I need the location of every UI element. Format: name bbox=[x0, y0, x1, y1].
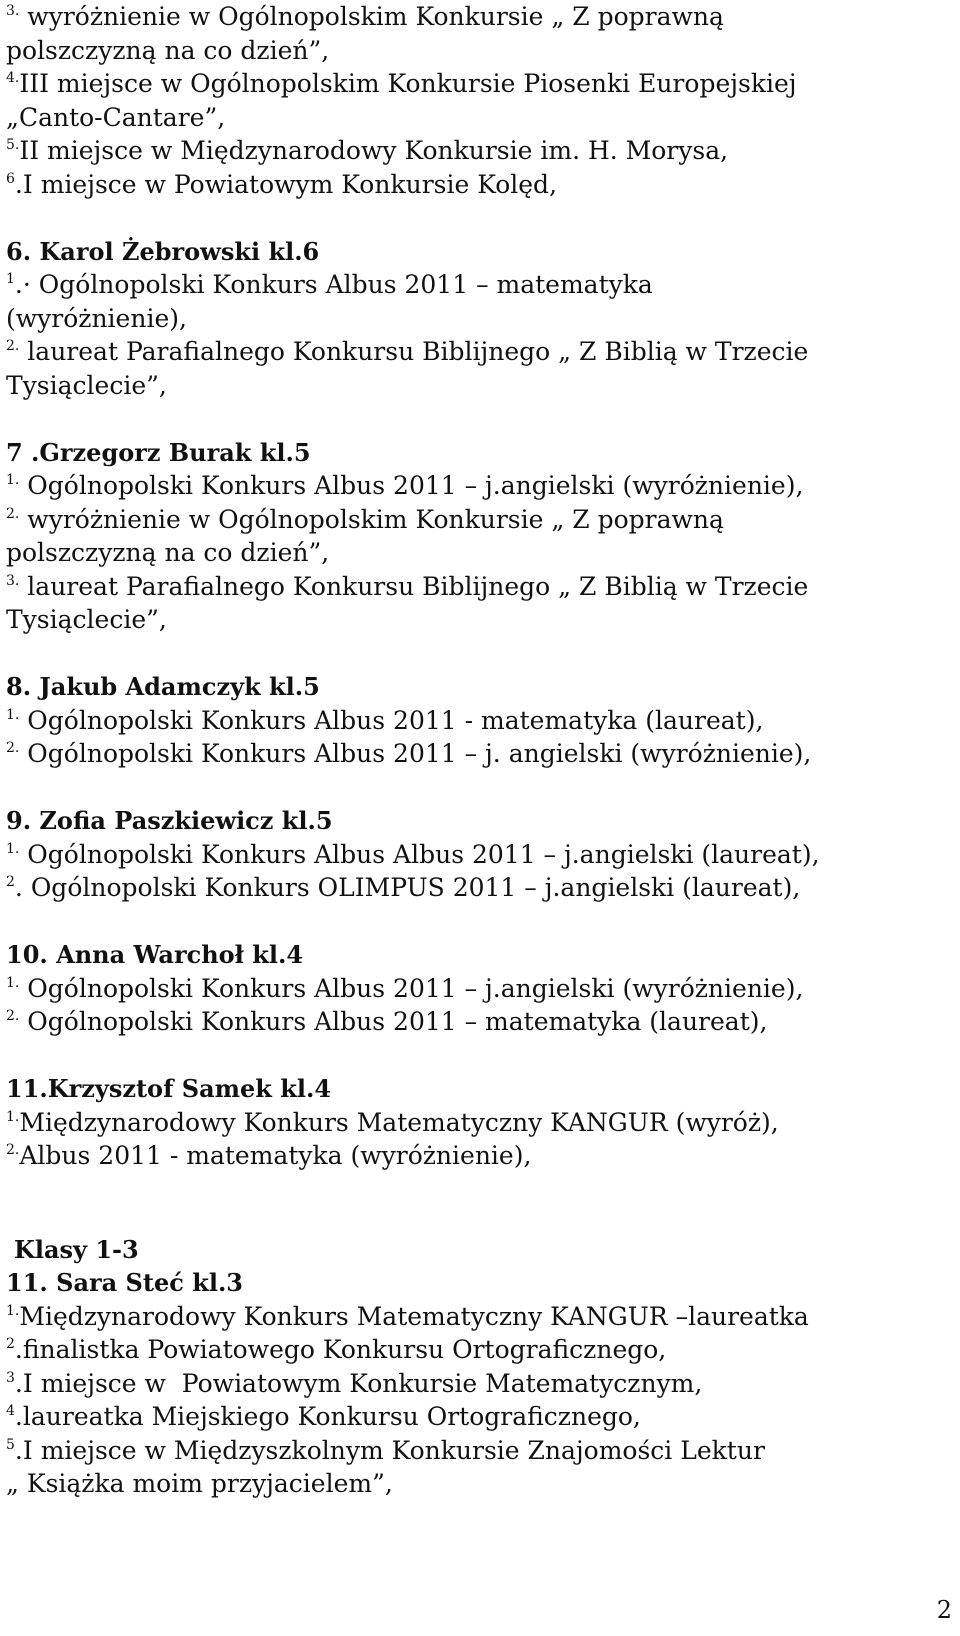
student-heading: 10. Anna Warchoł kl.4 bbox=[6, 940, 304, 969]
item-text: polszczyzną na co dzień”, bbox=[6, 35, 330, 65]
list-item bbox=[6, 536, 954, 570]
list-item bbox=[6, 838, 954, 872]
list-item bbox=[6, 1400, 954, 1434]
item-text: laureat Parafialnego Konkursu Biblijnego „ Z Biblią w Trzecie bbox=[19, 337, 809, 366]
item-text: .I miejsce w Powiatowym Konkursie Kolęd, bbox=[14, 169, 558, 199]
item-number: 5 bbox=[6, 1436, 15, 1453]
item-number: 2. bbox=[6, 740, 20, 756]
spacer bbox=[6, 905, 954, 939]
list-item bbox=[6, 704, 954, 738]
list-item bbox=[6, 1139, 954, 1173]
item-text: .finalistka Powiatowego Konkursu Ortograficznego, bbox=[14, 1335, 667, 1364]
list-item bbox=[6, 101, 954, 135]
item-number: 2. bbox=[6, 1142, 20, 1158]
item-text: Tysiąclecie”, bbox=[6, 370, 167, 400]
student-heading: 9. Zofia Paszkiewicz kl.5 bbox=[6, 806, 333, 835]
list-item bbox=[6, 603, 954, 637]
item-text: Ogólnopolski Konkurs Albus Albus 2011 – j.angielski (laureat), bbox=[19, 839, 820, 869]
list-item bbox=[6, 1367, 954, 1401]
item-text: wyróżnienie w Ogólnopolskim Konkursie „ Z poprawną bbox=[19, 504, 724, 534]
item-number: 2. bbox=[6, 338, 20, 354]
item-text: III miejsce w Ogólnopolskim Konkursie Piosenki Europejskiej bbox=[19, 69, 797, 98]
item-text: .I miejsce w Powiatowym Konkursie Matematycznym, bbox=[14, 1368, 703, 1398]
item-text: (wyróżnienie), bbox=[6, 303, 187, 333]
list-item bbox=[6, 1434, 954, 1468]
item-number: 1. bbox=[6, 472, 20, 488]
list-item bbox=[6, 737, 954, 771]
item-text: .laureatka Miejskiego Konkursu Ortograficznego, bbox=[14, 1402, 641, 1431]
list-item bbox=[6, 67, 954, 101]
student-heading: 6. Karol Żebrowski kl.6 bbox=[6, 236, 320, 266]
item-number: 3 bbox=[6, 1369, 15, 1386]
item-text: .· Ogólnopolski Konkurs Albus 2011 – matematyka bbox=[14, 270, 653, 299]
item-text: Międzynarodowy Konkurs Matematyczny KANGUR –laureatka bbox=[19, 1301, 809, 1331]
list-item bbox=[6, 469, 954, 503]
item-number: 1. bbox=[6, 1108, 20, 1125]
item-number: 2. bbox=[6, 505, 20, 522]
item-number: 1. bbox=[6, 1302, 20, 1319]
spacer bbox=[6, 1039, 954, 1073]
list-item bbox=[6, 1300, 954, 1334]
item-number: 6 bbox=[6, 170, 15, 187]
item-text: „ Książka moim przyjacielem”, bbox=[6, 1469, 393, 1498]
item-text: wyróżnienie w Ogólnopolskim Konkursie „ Z poprawną bbox=[19, 2, 724, 31]
item-number: 5. bbox=[6, 137, 20, 153]
list-item bbox=[6, 335, 954, 369]
item-text: Międzynarodowy Konkurs Matematyczny KANGUR (wyróż), bbox=[19, 1107, 779, 1137]
list-item bbox=[6, 1467, 954, 1501]
document-page bbox=[6, 0, 954, 1501]
student-heading: 11.Krzysztof Samek kl.4 bbox=[6, 1074, 332, 1103]
spacer bbox=[6, 771, 954, 805]
item-text: Ogólnopolski Konkurs Albus 2011 – j.angielski (wyróżnienie), bbox=[19, 471, 804, 500]
item-number: 1 bbox=[6, 271, 15, 287]
item-number: 1. bbox=[6, 706, 20, 723]
list-item bbox=[6, 268, 954, 302]
spacer bbox=[6, 637, 954, 671]
list-item bbox=[6, 972, 954, 1006]
item-text: Ogólnopolski Konkurs Albus 2011 - matematyka (laureat), bbox=[19, 705, 764, 735]
page-number: 2 bbox=[936, 1596, 952, 1624]
item-number: 2 bbox=[6, 874, 15, 890]
section-heading: Klasy 1-3 bbox=[14, 1234, 139, 1264]
list-item bbox=[6, 1333, 954, 1367]
item-number: 3. bbox=[6, 572, 20, 589]
item-text: II miejsce w Międzynarodowy Konkursie im. H. Morysa, bbox=[19, 136, 729, 165]
student-heading: 8. Jakub Adamczyk kl.5 bbox=[6, 672, 320, 701]
item-text: polszczyzną na co dzień”, bbox=[6, 538, 330, 567]
item-number: 4. bbox=[6, 70, 20, 86]
item-number: 2 bbox=[6, 1336, 15, 1352]
list-item bbox=[6, 570, 954, 604]
item-text: Ogólnopolski Konkurs Albus 2011 – matematyka (laureat), bbox=[19, 1007, 768, 1036]
list-item bbox=[6, 134, 954, 168]
list-item bbox=[6, 34, 954, 68]
item-text: .I miejsce w Międzyszkolnym Konkursie Znajomości Lektur bbox=[14, 1435, 765, 1465]
list-item bbox=[6, 168, 954, 202]
item-text: . Ogólnopolski Konkurs OLIMPUS 2011 – j.angielski (laureat), bbox=[14, 873, 801, 902]
student-heading: 11. Sara Steć kl.3 bbox=[6, 1268, 243, 1297]
item-text: laureat Parafialnego Konkursu Biblijnego „ Z Biblią w Trzecie bbox=[19, 571, 809, 601]
item-number: 2. bbox=[6, 1008, 20, 1024]
item-text: Albus 2011 - matematyka (wyróżnienie), bbox=[19, 1141, 532, 1170]
list-item bbox=[6, 1005, 954, 1039]
spacer bbox=[6, 402, 954, 436]
item-text: Ogólnopolski Konkurs Albus 2011 – j. angielski (wyróżnienie), bbox=[19, 739, 812, 768]
list-item bbox=[6, 0, 954, 34]
list-item bbox=[6, 503, 954, 537]
item-text: „Canto-Cantare”, bbox=[6, 102, 226, 132]
item-number: 4 bbox=[6, 1403, 15, 1419]
list-item bbox=[6, 302, 954, 336]
spacer bbox=[6, 1173, 954, 1233]
item-number: 3. bbox=[6, 3, 20, 19]
item-number: 1. bbox=[6, 974, 20, 991]
spacer bbox=[6, 201, 954, 235]
list-item bbox=[6, 369, 954, 403]
list-item bbox=[6, 871, 954, 905]
student-heading: 7 .Grzegorz Burak kl.5 bbox=[6, 437, 311, 467]
list-item bbox=[6, 1106, 954, 1140]
item-text: Ogólnopolski Konkurs Albus 2011 – j.angielski (wyróżnienie), bbox=[19, 973, 804, 1003]
item-text: Tysiąclecie”, bbox=[6, 605, 167, 634]
item-number: 1. bbox=[6, 840, 20, 857]
